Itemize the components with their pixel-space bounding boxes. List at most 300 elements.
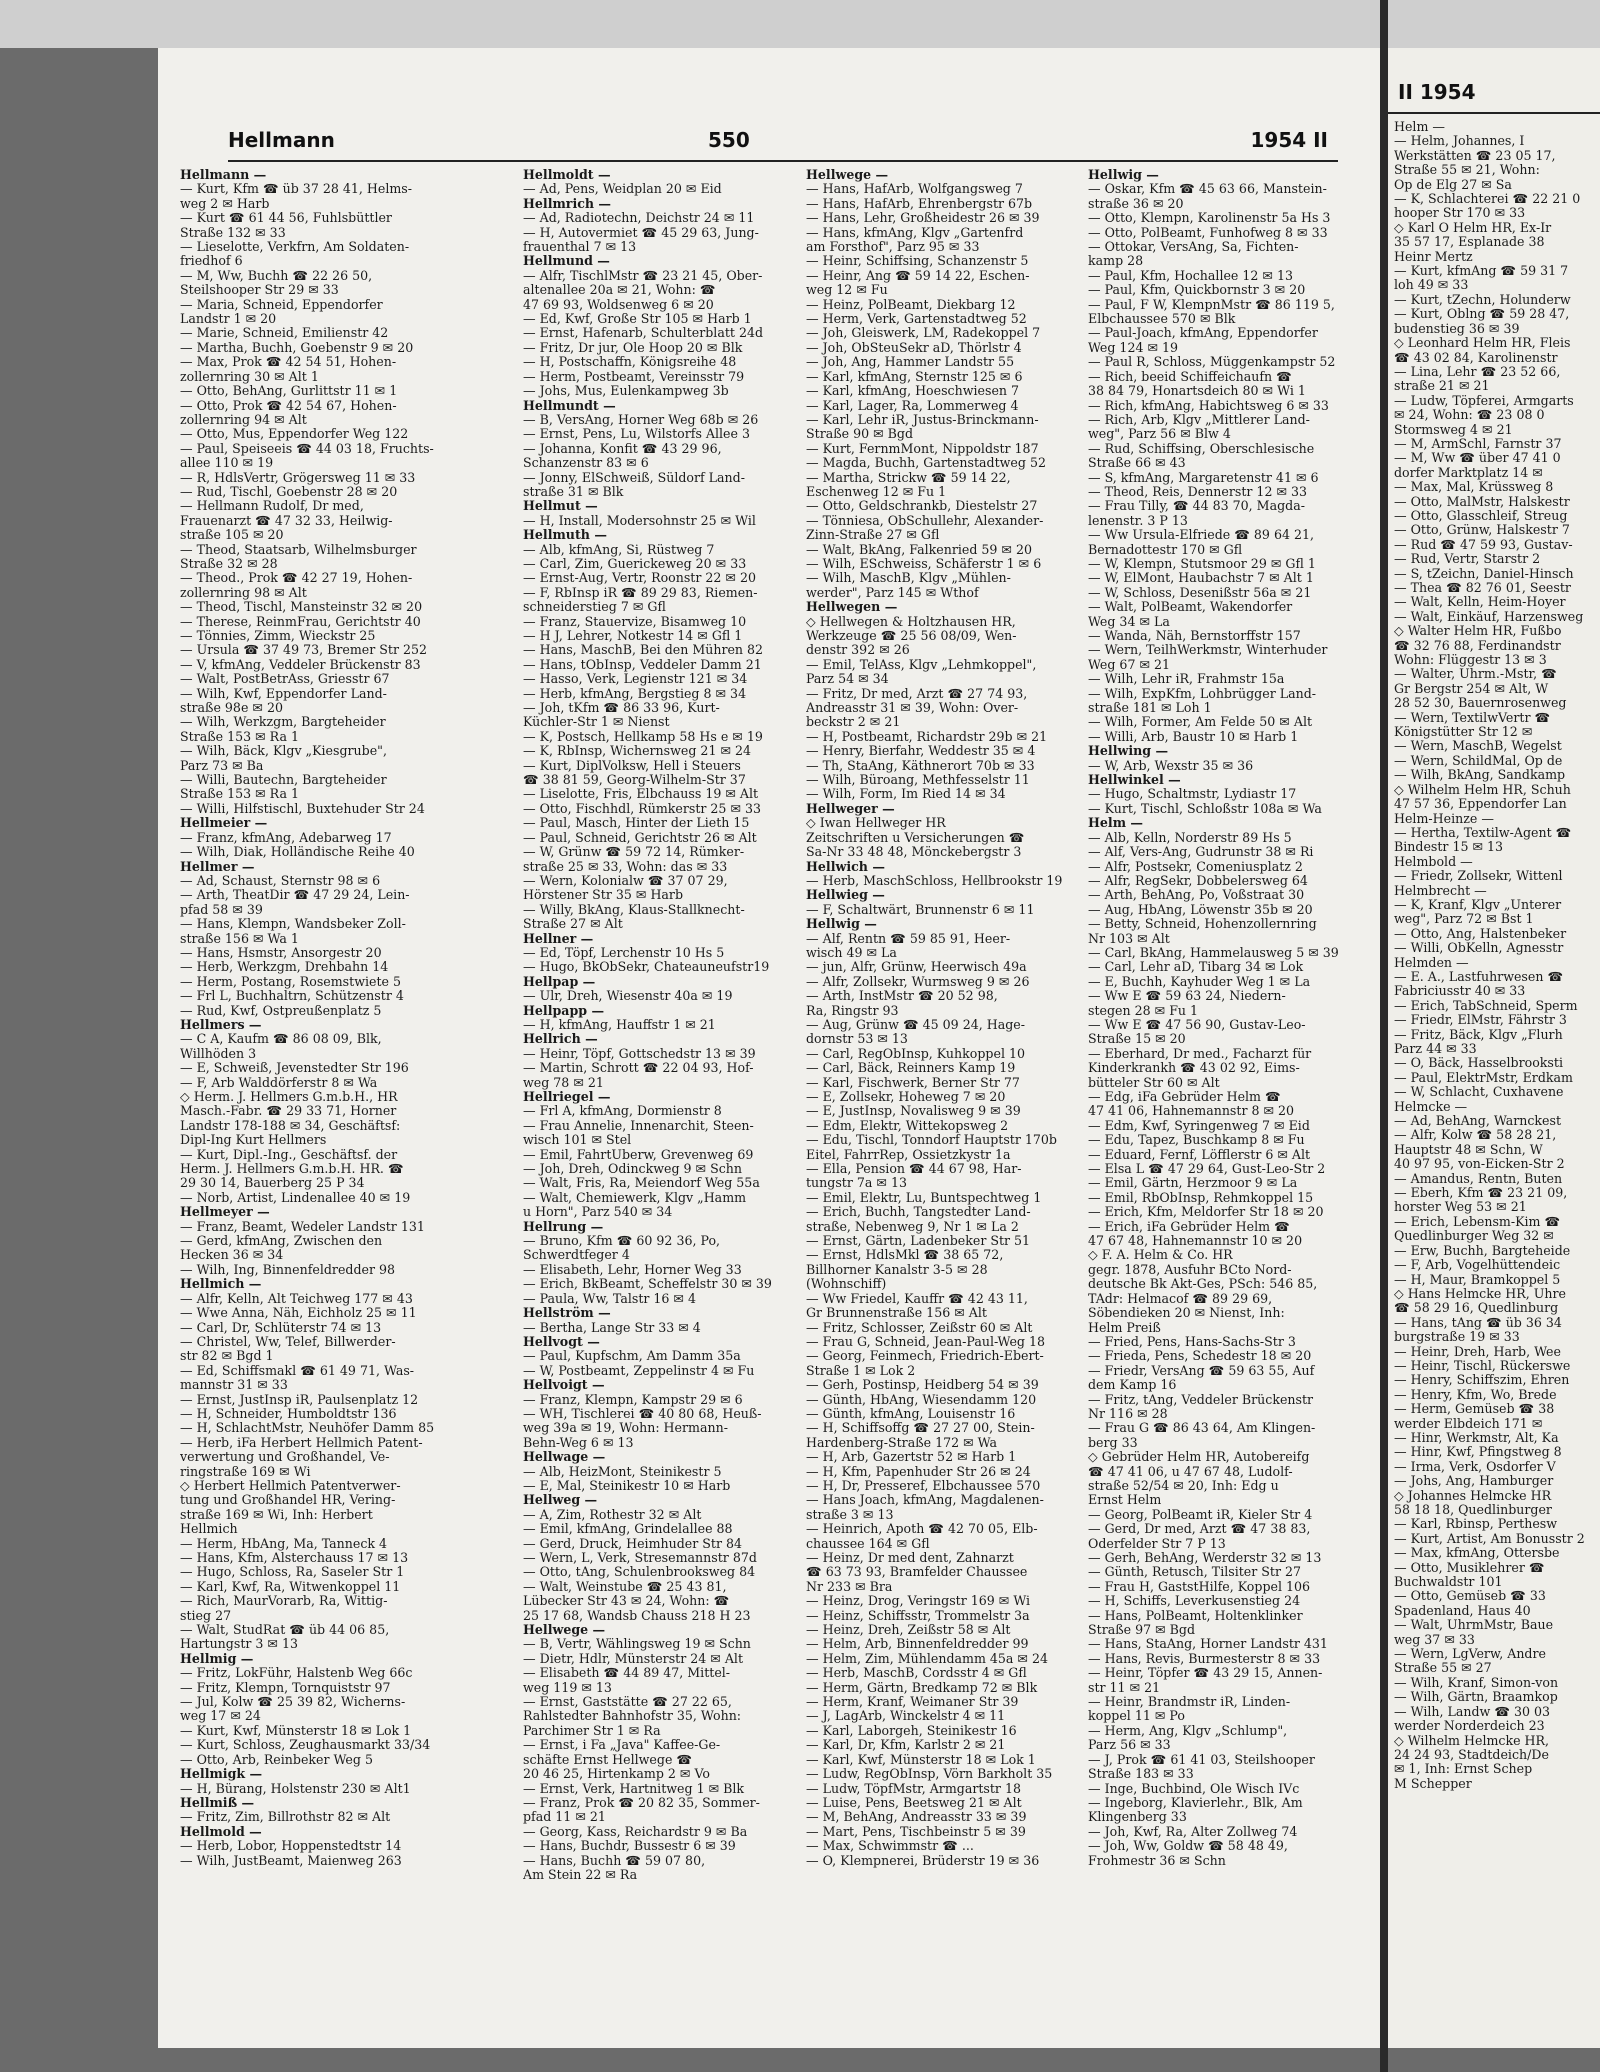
- directory-entry-line: — Hans, tAng ☎ üb 36 34: [1394, 1315, 1562, 1330]
- directory-entry-line: werder Norderdeich 23: [1394, 1719, 1545, 1734]
- directory-entry-line: koppel 11 ✉ Po: [1088, 1709, 1185, 1724]
- directory-entry-line: pfad 11 ✉ 21: [523, 1810, 606, 1825]
- surname-heading: Hellrung —: [523, 1219, 604, 1234]
- directory-entry-line: — Otto, MalMstr, Halskestr: [1394, 494, 1570, 509]
- directory-entry-line: — Kurt, kfmAng ☎ 59 31 7: [1394, 264, 1569, 279]
- directory-entry-line: — Fritz, tAng, Veddeler Brückenstr: [1088, 1392, 1314, 1407]
- directory-entry-line: — Ernst, Pens, Lu, Wilstorfs Allee 3: [523, 427, 750, 442]
- surname-heading: Hellmigk —: [180, 1767, 263, 1782]
- directory-entry-line: Helm Preiß: [1088, 1320, 1161, 1335]
- directory-entry-line: — Otto, BehAng, Gurlittstr 11 ✉ 1: [180, 384, 398, 399]
- directory-entry-line: — Fritz, Bäck, Klgv „Flurh: [1394, 1027, 1563, 1042]
- directory-entry-line: — Paul, Kupfschm, Am Damm 35a: [523, 1349, 741, 1364]
- directory-entry-line: — W, Schloss, Desenißstr 56a ✉ 21: [1088, 585, 1312, 600]
- next-page-header: II 1954: [1398, 80, 1476, 104]
- directory-entry-line: — Martha, Strickw ☎ 59 14 22,: [806, 470, 1011, 485]
- directory-entry-line: 20 46 25, Hirtenkamp 2 ✉ Vo: [523, 1767, 710, 1782]
- directory-entry-line: pfad 58 ✉ 39: [180, 902, 263, 917]
- directory-entry-line: 35 57 17, Esplanade 38: [1394, 235, 1545, 250]
- directory-entry-line: — Emil, kfmAng, Grindelallee 88: [523, 1522, 733, 1537]
- directory-entry-line: — Herm, Gemüseb ☎ 38: [1394, 1402, 1555, 1417]
- directory-entry-line: — Alfr, Kelln, Alt Teichweg 177 ✉ 43: [180, 1291, 413, 1306]
- directory-entry-line: — H, Maur, Bramkoppel 5: [1394, 1272, 1561, 1287]
- directory-entry-line: weg 39a ✉ 19, Wohn: Hermann-: [523, 1421, 728, 1436]
- directory-entry-line: ✉ 1, Inh: Ernst Schep: [1394, 1762, 1533, 1777]
- directory-entry-line: Parz 54 ✉ 34: [806, 672, 889, 687]
- directory-entry-line: weg 78 ✉ 21: [523, 1075, 604, 1090]
- directory-entry-line: — M, ArmSchl, Farnstr 37: [1394, 436, 1562, 451]
- directory-entry-line: — Ulr, Dreh, Wiesenstr 40a ✉ 19: [523, 989, 733, 1004]
- directory-entry-line: — Rud ☎ 47 59 93, Gustav-: [1394, 537, 1573, 552]
- directory-entry-line: — Ludw, TöpfMstr, Armgartstr 18: [806, 1781, 1021, 1796]
- directory-entry-line: Landstr 178-188 ✉ 34, Geschäftsf:: [180, 1118, 401, 1133]
- directory-entry-line: — Frau G ☎ 86 43 64, Am Klingen-: [1088, 1421, 1316, 1436]
- directory-entry-line: — Elsa L ☎ 47 29 64, Gust-Leo-Str 2: [1088, 1162, 1326, 1177]
- directory-entry-line: Werkzeuge ☎ 25 56 08/09, Wen-: [806, 629, 1017, 643]
- directory-entry-line: Straße 55 ✉ 27: [1394, 1661, 1492, 1676]
- directory-entry-line: Ernst Helm: [1088, 1493, 1162, 1508]
- directory-entry-line: ◇ Walter Helm HR, Fußbo: [1394, 624, 1562, 639]
- directory-entry-line: — Walt, StudRat ☎ üb 44 06 85,: [180, 1623, 390, 1638]
- directory-entry-line: altenallee 20a ✉ 21, Wohn: ☎: [523, 283, 716, 298]
- directory-entry-line: — Martha, Buchh, Goebenstr 9 ✉ 20: [180, 340, 414, 355]
- directory-entry-line: — Paul, Speiseeis ☎ 44 03 18, Fruchts-: [180, 441, 434, 456]
- directory-entry-line: straße 52/54 ✉ 20, Inh: Edg u: [1088, 1478, 1279, 1493]
- directory-entry-line: — Herb, Lobor, Hoppenstedtstr 14: [180, 1839, 402, 1854]
- directory-entry-line: 25 17 68, Wandsb Chauss 218 H 23: [523, 1608, 751, 1623]
- directory-entry-line: am Forsthof", Parz 95 ✉ 33: [806, 240, 980, 255]
- directory-entry-line: — Carl, Bäck, Reinners Kamp 19: [806, 1061, 1016, 1076]
- directory-entry-line: — Herm, HbAng, Ma, Tanneck 4: [180, 1536, 388, 1551]
- directory-entry-line: — Carl, BkAng, Hammelausweg 5 ✉ 39: [1088, 945, 1339, 960]
- directory-entry-line: — H, Schiffsoffg ☎ 27 27 00, Stein-: [806, 1421, 1035, 1436]
- directory-entry-line: — Maria, Schneid, Eppendorfer: [180, 297, 383, 312]
- directory-entry-line: — Alfr, TischlMstr ☎ 23 21 45, Ober-: [523, 268, 763, 283]
- directory-entry-line: — Willi, Hilfstischl, Buxtehuder Str 24: [180, 801, 425, 816]
- directory-entry-line: — Karl, Lager, Ra, Lommerweg 4: [806, 398, 1019, 413]
- scan-top-margin: [0, 0, 1600, 48]
- directory-entry-line: — Herm, Verk, Gartenstadtweg 52: [806, 312, 1027, 327]
- directory-entry-line: Klingenberg 33: [1088, 1810, 1187, 1825]
- directory-entry-line: — S, kfmAng, Margaretenstr 41 ✉ 6: [1088, 470, 1319, 485]
- directory-entry-line: — Franz, Klempn, Kampstr 29 ✉ 6: [523, 1392, 743, 1407]
- surname-heading: Hellwege —: [523, 1623, 606, 1638]
- directory-entry-line: — Karl, Dr, Kfm, Karlstr 2 ✉ 21: [806, 1738, 1006, 1753]
- directory-entry-line: — M, Ww ☎ über 47 41 0: [1394, 451, 1561, 466]
- directory-entry-line: Spadenland, Haus 40: [1394, 1603, 1531, 1618]
- directory-entry-line: weg", Parz 56 ✉ Blw 4: [1088, 427, 1231, 442]
- directory-page: [158, 48, 1380, 2048]
- directory-entry-line: ◇ Herm. J. Hellmers G.m.b.H., HR: [180, 1090, 398, 1104]
- directory-entry-line: — Therese, ReinmFrau, Gerichtstr 40: [180, 614, 421, 629]
- directory-entry-line: — Rich, MaurVorarb, Ra, Wittig-: [180, 1594, 388, 1609]
- directory-entry-line: — E, JustInsp, Novalisweg 9 ✉ 39: [806, 1104, 1021, 1119]
- directory-entry-line: — Emil, TelAss, Klgv „Lehmkoppel",: [806, 657, 1037, 672]
- directory-entry-line: — Bertha, Lange Str 33 ✉ 4: [523, 1320, 701, 1335]
- directory-entry-line: — Inge, Buchbind, Ole Wisch IVc: [1088, 1781, 1300, 1796]
- directory-entry-line: — Hans, PolBeamt, Holtenklinker: [1088, 1608, 1303, 1623]
- directory-entry-line: ◇ Leonhard Helm HR, Fleis: [1394, 336, 1571, 351]
- directory-entry-line: Straße 97 ✉ Bgd: [1088, 1623, 1196, 1638]
- directory-entry-line: — Wwe Anna, Näh, Eichholz 25 ✉ 11: [180, 1306, 417, 1321]
- directory-entry-line: — Carl, Dr, Schlüterstr 74 ✉ 13: [180, 1320, 382, 1335]
- directory-entry-line: ◇ Johannes Helmcke HR: [1394, 1488, 1552, 1503]
- directory-entry-line: — Kurt, Schloss, Zeughausmarkt 33/34: [180, 1738, 431, 1753]
- directory-entry-line: — Alb, HeizMont, Steinikestr 5: [523, 1464, 722, 1479]
- directory-entry-line: — S, tZeichn, Daniel-Hinsch: [1394, 566, 1574, 581]
- directory-entry-line: — Edm, Kwf, Syringenweg 7 ✉ Eid: [1088, 1118, 1310, 1133]
- directory-entry-line: — Wilh, Ing, Binnenfeldredder 98: [180, 1262, 396, 1277]
- directory-entry-line: — H, Arb, Gazertstr 52 ✉ Harb 1: [806, 1450, 1017, 1465]
- directory-entry-line: — Erich, TabSchneid, Sperm: [1394, 998, 1578, 1013]
- directory-entry-line: — Herm, Ang, Klgv „Schlump",: [1088, 1723, 1288, 1738]
- directory-entry-line: ◇ Gebrüder Helm HR, Autobereifg: [1088, 1450, 1310, 1465]
- directory-entry-line: — Rich, Arb, Klgv „Mittlerer Land-: [1088, 412, 1310, 427]
- directory-entry-line: Ra, Ringstr 93: [806, 1003, 899, 1018]
- directory-entry-line: — Heinz, Dr med dent, Zahnarzt: [806, 1551, 1014, 1565]
- directory-entry-line: — Otto, PolBeamt, Funhofweg 8 ✉ 33: [1088, 225, 1328, 240]
- directory-entry-line: — E, Buchh, Kayhuder Weg 1 ✉ La: [1088, 974, 1311, 989]
- directory-entry-line: werder Elbdeich 171 ✉: [1394, 1416, 1543, 1431]
- directory-entry-line: Willhöden 3: [180, 1046, 257, 1061]
- directory-entry-line: Hecken 36 ✉ 34: [180, 1248, 284, 1263]
- directory-entry-line: — Alfr, Zollsekr, Wurmsweg 9 ✉ 26: [806, 974, 1030, 989]
- directory-entry-line: ◇ Hans Helmcke HR, Uhre: [1394, 1286, 1566, 1301]
- surname-heading: Hellmundt —: [523, 398, 616, 413]
- directory-entry-line: — Rud, Vertr, Starstr 2: [1394, 552, 1541, 567]
- directory-entry-line: — H, Postbeamt, Richardstr 29b ✉ 21: [806, 729, 1048, 744]
- directory-entry-line: — Alb, kfmAng, Si, Rüstweg 7: [523, 542, 715, 557]
- directory-entry-line: — B, VersAng, Horner Weg 68b ✉ 26: [523, 412, 759, 427]
- directory-entry-line: — Wilh, Büroang, Methfesselstr 11: [806, 773, 1030, 788]
- directory-entry-line: gegr. 1878, Ausfuhr BCto Nord-: [1088, 1262, 1292, 1277]
- directory-entry-line: Gr Bergstr 254 ✉ Alt, W: [1394, 681, 1549, 696]
- directory-entry-line: — C A, Kaufm ☎ 86 08 09, Blk,: [180, 1032, 382, 1047]
- directory-entry-line: — Karl, Fischwerk, Berner Str 77: [806, 1075, 1020, 1090]
- directory-entry-line: — Carl, Zim, Guerickeweg 20 ✉ 33: [523, 556, 747, 571]
- directory-entry-line: — Karl, Rbinsp, Perthesw: [1394, 1517, 1558, 1532]
- directory-entry-line: — J, LagArb, Winckelstr 4 ✉ 11: [806, 1709, 1006, 1724]
- directory-entry-line: — Gerd, Dr med, Arzt ☎ 47 38 83,: [1088, 1522, 1311, 1537]
- directory-entry-line: — Kurt, Oblng ☎ 59 28 47,: [1394, 307, 1570, 322]
- surname-heading: Hellriegel —: [523, 1090, 611, 1104]
- directory-entry-line: — H J, Lehrer, Notkestr 14 ✉ Gfl 1: [523, 629, 743, 643]
- directory-entry-line: — Hans, kfmAng, Klgv „Gartenfrd: [806, 225, 1024, 240]
- directory-entry-line: — Franz, Prok ☎ 20 82 35, Sommer-: [523, 1795, 760, 1810]
- directory-entry-line: — Dietr, Hdlr, Münsterstr 24 ✉ Alt: [523, 1651, 744, 1666]
- directory-entry-line: Zinn-Straße 27 ✉ Gfl: [806, 528, 940, 543]
- directory-entry-line: ☎ 43 02 84, Karolinenstr: [1394, 350, 1558, 365]
- directory-entry-line: Helmden —: [1394, 955, 1469, 970]
- directory-entry-line: — Friedr, VersAng ☎ 59 63 55, Auf: [1088, 1363, 1315, 1378]
- header-rule: [228, 160, 1338, 162]
- directory-entry-line: — Arth, TheatDir ☎ 47 29 24, Lein-: [180, 888, 410, 903]
- directory-entry-line: Am Stein 22 ✉ Ra: [523, 1867, 638, 1882]
- directory-entry-line: werder", Parz 145 ✉ Wthof: [806, 585, 979, 600]
- directory-entry-line: — Ernst, Hafenarb, Schulterblatt 24d: [523, 326, 764, 341]
- directory-entry-line: Parz 44 ✉ 33: [1394, 1042, 1477, 1056]
- directory-entry-line: — Heinz, Dreh, Zeißstr 58 ✉ Alt: [806, 1623, 1011, 1638]
- directory-entry-line: — Joh, Ww, Goldw ☎ 58 48 49,: [1088, 1839, 1288, 1854]
- surname-heading: Hellwegen —: [806, 600, 898, 615]
- directory-entry-line: — Helm, Zim, Mühlendamm 45a ✉ 24: [806, 1651, 1049, 1666]
- directory-entry-line: Straße 1 ✉ Lok 2: [806, 1363, 916, 1378]
- directory-entry-line: — Karl, Kwf, Ra, Witwenkoppel 11: [180, 1579, 401, 1594]
- directory-entry-line: — Paul, Masch, Hinter der Lieth 15: [523, 816, 750, 831]
- directory-entry-line: tung und Großhandel HR, Vering-: [180, 1493, 396, 1508]
- directory-entry-line: — Heinr, Töpf, Gottschedstr 13 ✉ 39: [523, 1046, 756, 1061]
- directory-entry-line: — Mart, Pens, Tischbeinstr 5 ✉ 39: [806, 1824, 1026, 1839]
- directory-entry-line: — W, Schlacht, Cuxhavene: [1394, 1085, 1564, 1100]
- directory-entry-line: denstr 392 ✉ 26: [806, 643, 910, 658]
- directory-entry-line: — Ottokar, VersAng, Sa, Fichten-: [1088, 240, 1299, 255]
- directory-entry-line: Straße 32 ✉ 28: [180, 556, 278, 571]
- directory-entry-line: — Walt, BkAng, Falkenried 59 ✉ 20: [806, 542, 1032, 557]
- directory-entry-line: — Henry, Schiffszim, Ehren: [1394, 1373, 1570, 1388]
- directory-entry-line: Helmcke —: [1394, 1099, 1468, 1114]
- directory-entry-line: — Heinrich, Apoth ☎ 42 70 05, Elb-: [806, 1522, 1038, 1537]
- directory-entry-line: — Emil, FahrtÜberw, Grevenweg 69: [523, 1147, 754, 1162]
- directory-entry-line: — Herb, kfmAng, Bergstieg 8 ✉ 34: [523, 686, 747, 701]
- directory-column-3: [806, 168, 1081, 1868]
- directory-entry-line: — Franz, Beamt, Wedeler Landstr 131: [180, 1219, 425, 1234]
- directory-entry-line: Eitel, FahrrRep, Ossietzkystr 1a: [806, 1147, 1011, 1162]
- directory-entry-line: — Otto, Geldschrankb, Diestelstr 27: [806, 499, 1038, 514]
- directory-entry-line: — Rud, Schiffsing, Oberschlesische: [1088, 441, 1315, 456]
- directory-entry-line: Op de Elg 27 ✉ Sa: [1394, 177, 1512, 192]
- directory-entry-line: — Edg, iFa Gebrüder Helm ☎: [1088, 1090, 1281, 1104]
- surname-heading: Hellmund —: [523, 254, 610, 269]
- directory-entry-line: — Kurt, tZechn, Holunderw: [1394, 292, 1571, 307]
- directory-entry-line: beckstr 2 ✉ 21: [806, 715, 901, 730]
- directory-entry-line: Parz 56 ✉ 33: [1088, 1738, 1171, 1753]
- surname-heading: Hellmig —: [180, 1651, 254, 1666]
- directory-entry-line: — Frau H, GaststHilfe, Koppel 106: [1088, 1579, 1311, 1594]
- directory-entry-line: stieg 27: [180, 1608, 232, 1623]
- directory-entry-line: Andreasstr 31 ✉ 39, Wohn: Over-: [806, 701, 1019, 716]
- directory-entry-line: — Max, Mal, Krüssweg 8: [1394, 480, 1554, 495]
- directory-entry-line: Straße 27 ✉ Alt: [523, 917, 623, 932]
- directory-entry-line: — Herb, MaschSchloss, Hellbrookstr 19: [806, 873, 1063, 888]
- directory-entry-line: — Heinz, PolBeamt, Diekbarg 12: [806, 297, 1016, 312]
- directory-entry-line: — H, kfmAng, Hauffstr 1 ✉ 21: [523, 1017, 716, 1032]
- directory-entry-line: — Heinr, Brandmstr iR, Linden-: [1088, 1695, 1291, 1710]
- directory-entry-line: — Otto, Fischhdl, Rümkerstr 25 ✉ 33: [523, 801, 762, 816]
- surname-heading: Hellner —: [523, 931, 594, 946]
- directory-entry-line: straße 98e ✉ 20: [180, 701, 283, 716]
- directory-entry-line: Straße 90 ✉ Bgd: [806, 427, 914, 442]
- surname-heading: Hellmers —: [180, 1017, 262, 1032]
- surname-heading: Hellmoldt —: [523, 168, 611, 182]
- directory-entry-line: — Joh, ObSteuSekr aD, Thörlstr 4: [806, 340, 1022, 355]
- next-page-column: [1394, 120, 1600, 1791]
- directory-entry-line: — Eberh, Kfm ☎ 23 21 09,: [1394, 1186, 1568, 1201]
- directory-entry-line: — Luise, Pens, Beetsweg 21 ✉ Alt: [806, 1795, 1022, 1810]
- directory-entry-line: — Lieselotte, Verkfrn, Am Soldaten-: [180, 240, 410, 255]
- directory-entry-line: — Frau G, Schneid, Jean-Paul-Weg 18: [806, 1334, 1046, 1349]
- directory-entry-line: — K, Schlachterei ☎ 22 21 0: [1394, 192, 1581, 207]
- directory-entry-line: — Theod., Prok ☎ 42 27 19, Hohen-: [180, 571, 413, 586]
- directory-entry-line: M Schepper: [1394, 1776, 1472, 1791]
- directory-entry-line: — Willi, ObKelln, Agnesstr: [1394, 941, 1564, 956]
- directory-entry-line: straße 156 ✉ Wa 1: [180, 931, 299, 946]
- directory-entry-line: — Johs, Ang, Hamburger: [1394, 1474, 1554, 1489]
- directory-entry-line: — Oskar, Kfm ☎ 45 63 66, Manstein-: [1088, 182, 1327, 197]
- directory-entry-line: — Walt, PolBeamt, Wakendorfer: [1088, 600, 1293, 615]
- next-page-header-rule: [1388, 112, 1600, 114]
- directory-entry-line: Weg 67 ✉ 21: [1088, 657, 1171, 672]
- directory-entry-line: deutsche Bk Akt-Ges, PSch: 546 85,: [1088, 1277, 1318, 1292]
- directory-entry-line: — Hertha, Textilw-Agent ☎: [1394, 825, 1572, 840]
- directory-entry-line: — E, Zollsekr, Hoheweg 7 ✉ 20: [806, 1090, 1006, 1104]
- directory-entry-line: weg 12 ✉ Fu: [806, 283, 888, 298]
- directory-entry-line: — Walt, Weinstube ☎ 25 43 81,: [523, 1579, 727, 1594]
- directory-entry-line: 58 18 18, Quedlinburger: [1394, 1503, 1552, 1517]
- directory-entry-line: allee 110 ✉ 19: [180, 456, 274, 471]
- directory-entry-line: ringstraße 169 ✉ Wi: [180, 1464, 311, 1479]
- directory-entry-line: Straße 132 ✉ 33: [180, 225, 286, 240]
- directory-entry-line: ◇ Wilhelm Helmcke HR,: [1394, 1733, 1550, 1748]
- directory-entry-line: Straße 66 ✉ 43: [1088, 456, 1186, 471]
- directory-entry-line: — Ad, Pens, Weidplan 20 ✉ Eid: [523, 182, 722, 197]
- directory-entry-line: ◇ F. A. Helm & Co. HR: [1088, 1248, 1233, 1263]
- directory-entry-line: Behn-Weg 6 ✉ 13: [523, 1435, 634, 1450]
- directory-entry-line: wisch 49 ✉ La: [806, 945, 897, 960]
- directory-entry-line: — jun, Alfr, Grünw, Heerwisch 49a: [806, 960, 1027, 975]
- directory-entry-line: 29 30 14, Bauerberg 25 P 34: [180, 1176, 365, 1191]
- directory-entry-line: — Otto, Mus, Eppendorfer Weg 122: [180, 427, 409, 442]
- directory-entry-line: — Otto, Musiklehrer ☎: [1394, 1560, 1545, 1575]
- directory-entry-line: — Max, Prok ☎ 42 54 51, Hohen-: [180, 355, 397, 370]
- directory-entry-line: Helmbold —: [1394, 854, 1473, 869]
- directory-entry-line: — Ed, Kwf, Große Str 105 ✉ Harb 1: [523, 312, 752, 327]
- directory-entry-line: — Marie, Schneid, Emilienstr 42: [180, 326, 389, 341]
- directory-entry-line: — Georg, Kass, Reichardstr 9 ✉ Ba: [523, 1824, 748, 1839]
- directory-entry-line: — Wilh, Former, Am Felde 50 ✉ Alt: [1088, 715, 1313, 730]
- directory-entry-line: Straße 153 ✉ Ra 1: [180, 729, 299, 744]
- directory-entry-line: Helm —: [1394, 120, 1446, 134]
- directory-entry-line: — Wilh, ESchweiss, Schäferstr 1 ✉ 6: [806, 556, 1042, 571]
- directory-entry-line: Hartungstr 3 ✉ 13: [180, 1637, 298, 1652]
- directory-entry-line: — Otto, Gemüseb ☎ 33: [1394, 1589, 1546, 1604]
- directory-entry-line: — Heinr, Dreh, Harb, Wee: [1394, 1344, 1561, 1359]
- directory-entry-line: — Ernst, i Fa „Java" Kaffee-Ge-: [523, 1738, 721, 1753]
- directory-entry-line: — K, Postsch, Hellkamp 58 Hs e ✉ 19: [523, 729, 763, 744]
- directory-entry-line: — H, Dr, Presseref, Elbchaussee 570: [806, 1478, 1041, 1493]
- directory-entry-line: 24 24 93, Stadtdeich/De: [1394, 1747, 1549, 1762]
- directory-entry-line: — Wern, TeilhWerkmstr, Winterhuder: [1088, 643, 1328, 658]
- directory-entry-line: — Edu, Tapez, Buschkamp 8 ✉ Fu: [1088, 1133, 1305, 1148]
- directory-entry-line: Parchimer Str 1 ✉ Ra: [523, 1723, 661, 1738]
- directory-entry-line: — Elisabeth, Lehr, Horner Weg 33: [523, 1262, 742, 1277]
- surname-heading: Hellwig —: [1088, 168, 1159, 182]
- directory-entry-line: — Hinr, Kwf, Pfingstweg 8: [1394, 1445, 1562, 1460]
- directory-entry-line: — Lina, Lehr ☎ 23 52 66,: [1394, 364, 1561, 379]
- directory-entry-line: ◇ Herbert Hellmich Patentverwer-: [180, 1478, 401, 1493]
- directory-entry-line: — Erich, Lebensm-Kim ☎: [1394, 1214, 1561, 1229]
- directory-entry-line: — Franz, kfmAng, Adebarweg 17: [180, 830, 392, 845]
- directory-entry-line: — Frieda, Pens, Schedestr 18 ✉ 20: [1088, 1349, 1312, 1364]
- surname-heading: Hellmut —: [523, 499, 598, 514]
- directory-entry-line: — Erich, Buchh, Tangstedter Land-: [806, 1205, 1031, 1220]
- directory-entry-line: — Wilh, ExpKfm, Lohbrügger Land-: [1088, 686, 1317, 701]
- directory-entry-line: — Wilh, JustBeamt, Maienweg 263: [180, 1853, 402, 1868]
- directory-entry-line: — B, Vertr, Wählingsweg 19 ✉ Schn: [523, 1637, 751, 1652]
- directory-entry-line: — Elisabeth ☎ 44 89 47, Mittel-: [523, 1666, 731, 1681]
- directory-entry-line: — Liselotte, Fris, Elbchauss 19 ✉ Alt: [523, 787, 759, 802]
- directory-entry-line: — H, Postschaffn, Königsreihe 48: [523, 355, 737, 370]
- directory-entry-line: Bindestr 15 ✉ 13: [1394, 840, 1504, 855]
- page-header: [228, 128, 1328, 164]
- directory-entry-line: Buchwaldstr 101: [1394, 1575, 1503, 1590]
- directory-entry-line: kamp 28: [1088, 254, 1144, 269]
- directory-entry-line: Söbendieken 20 ✉ Nienst, Inh:: [1088, 1306, 1285, 1321]
- surname-heading: Hellvogt —: [523, 1334, 600, 1349]
- directory-entry-line: — Ernst, Verk, Hartnitweg 1 ✉ Blk: [523, 1781, 745, 1796]
- directory-entry-line: — Walt, PostBetrAss, Griesstr 67: [180, 672, 390, 687]
- directory-entry-line: — Ed, Töpf, Lerchenstr 10 Hs 5: [523, 945, 725, 960]
- directory-entry-line: — Karl, Lehr iR, Justus-Brinckmann-: [806, 412, 1039, 427]
- directory-entry-line: Hauptstr 48 ✉ Schn, W: [1394, 1142, 1543, 1157]
- surname-heading: Hellmeyer —: [180, 1205, 270, 1220]
- directory-entry-line: — M, BehAng, Andreasstr 33 ✉ 39: [806, 1810, 1027, 1825]
- directory-entry-line: Oderfelder Str 7 P 13: [1088, 1536, 1226, 1551]
- book-gutter: [1380, 0, 1388, 2072]
- directory-entry-line: — Heinr, Tischl, Rückerswe: [1394, 1358, 1571, 1373]
- directory-entry-line: — Erw, Buchh, Bargteheide: [1394, 1243, 1571, 1258]
- directory-entry-line: — Hans, Buchdr, Bussestr 6 ✉ 39: [523, 1839, 736, 1854]
- directory-entry-line: — Wilh, Landw ☎ 30 03: [1394, 1704, 1551, 1719]
- directory-entry-line: — Hasso, Verk, Legienstr 121 ✉ 34: [523, 672, 748, 687]
- directory-entry-line: 47 67 48, Hahnemannstr 10 ✉ 20: [1088, 1234, 1303, 1249]
- directory-entry-line: — Karl, Kwf, Münsterstr 18 ✉ Lok 1: [806, 1752, 1036, 1767]
- directory-entry-line: TAdr: Helmacof ☎ 89 29 69,: [1088, 1291, 1273, 1306]
- directory-entry-line: ☎ 58 29 16, Quedlinburg: [1394, 1301, 1559, 1316]
- directory-column-2: [523, 168, 798, 1882]
- directory-entry-line: ☎ 63 73 93, Bramfelder Chaussee: [806, 1565, 1028, 1580]
- directory-entry-line: — Paul, ElektrMstr, Erdkam: [1394, 1070, 1573, 1085]
- surname-heading: Hellwage —: [523, 1450, 606, 1465]
- directory-entry-line: — Ad, BehAng, Warnckest: [1394, 1114, 1562, 1129]
- directory-entry-line: — Edm, Elektr, Wittekopsweg 2: [806, 1118, 1009, 1133]
- directory-entry-line: — Frl L, Buchhaltrn, Schützenstr 4: [180, 989, 404, 1004]
- directory-entry-line: Bernadottestr 170 ✉ Gfl: [1088, 542, 1243, 557]
- directory-entry-line: Königstütter Str 12 ✉: [1394, 725, 1533, 740]
- directory-entry-line: — K, Kranf, Klgv „Unterer: [1394, 897, 1562, 912]
- running-head-left: Hellmann: [228, 128, 335, 152]
- directory-entry-line: — O, Bäck, Hasselbrooksti: [1394, 1056, 1563, 1071]
- directory-entry-line: Rahlstedter Bahnhofstr 35, Wohn:: [523, 1709, 742, 1724]
- directory-entry-line: tungstr 7a ✉ 13: [806, 1176, 907, 1191]
- directory-entry-line: Helmbrecht —: [1394, 883, 1487, 898]
- directory-entry-line: — Theod, Reis, Dennerstr 12 ✉ 33: [1088, 484, 1308, 499]
- directory-entry-line: — Paul, Kfm, Quickbornstr 3 ✉ 20: [1088, 283, 1306, 298]
- surname-heading: Hellmold —: [180, 1824, 262, 1839]
- directory-entry-line: Werkstätten ☎ 23 05 17,: [1394, 148, 1556, 163]
- directory-entry-line: Nr 103 ✉ Alt: [1088, 931, 1170, 946]
- directory-entry-line: — Gerh, Postinsp, Heidberg 54 ✉ 39: [806, 1378, 1039, 1393]
- directory-entry-line: — W, Postbeamt, Zeppelinstr 4 ✉ Fu: [523, 1363, 755, 1378]
- directory-entry-line: — Walt, Chemiewerk, Klgv „Hamm: [523, 1190, 747, 1205]
- directory-entry-line: — Hans, Buchh ☎ 59 07 80,: [523, 1853, 706, 1868]
- directory-entry-line: — Martin, Schrott ☎ 22 04 93, Hof-: [523, 1061, 754, 1076]
- directory-entry-line: Steilshooper Str 29 ✉ 33: [180, 283, 339, 298]
- directory-entry-line: — Norb, Artist, Lindenallee 40 ✉ 19: [180, 1190, 411, 1205]
- directory-entry-line: mannstr 31 ✉ 33: [180, 1378, 288, 1393]
- directory-entry-line: — E, Mal, Steinikestr 10 ✉ Harb: [523, 1478, 731, 1493]
- directory-entry-line: chaussee 164 ✉ Gfl: [806, 1536, 930, 1551]
- directory-entry-line: — Walt, Kelln, Heim-Hoyer: [1394, 595, 1566, 610]
